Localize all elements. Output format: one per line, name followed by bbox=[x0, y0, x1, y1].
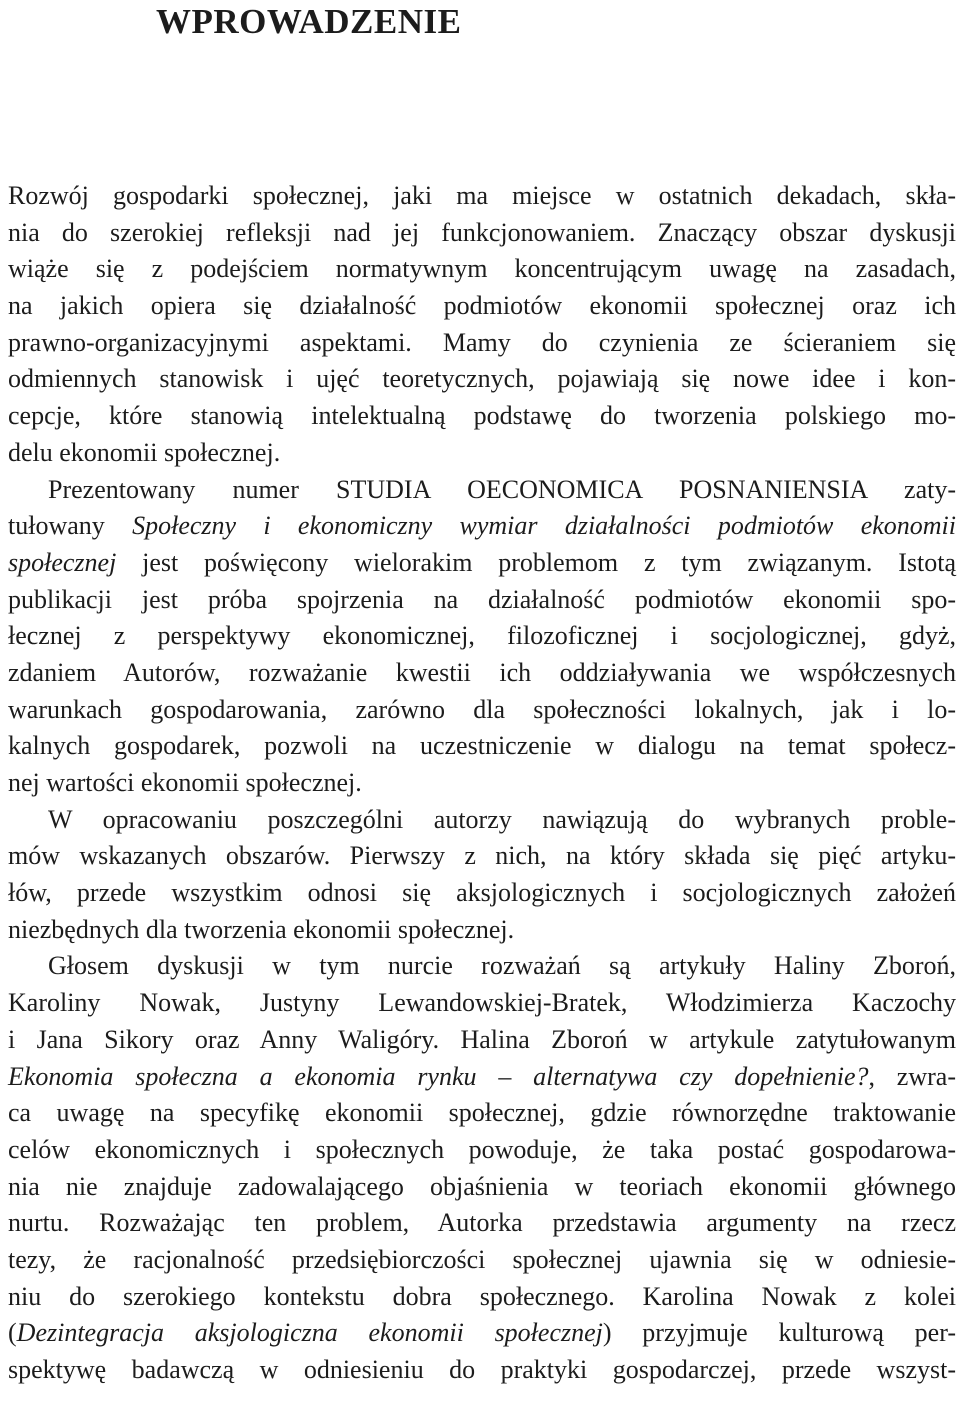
italic-title: społecznej bbox=[8, 547, 117, 577]
italic-title: Ekonomia społeczna a ekonomia rynku – alternatywa czy dopełnienie? bbox=[8, 1061, 869, 1091]
text-line: i Jana Sikory oraz Anny Waligóry. Halina Zboroń w artykule zatytułowanym bbox=[8, 1024, 956, 1054]
text-line: Prezentowany numer STUDIA OECONOMICA POSNANIENSIA zaty- bbox=[48, 474, 956, 504]
text-line: łów, przede wszystkim odnosi się aksjologicznych i socjologicznych założeń bbox=[8, 878, 956, 908]
text-line: społecznej jest poświęcony wielorakim problemom z tym związanym. Istotą bbox=[8, 547, 956, 577]
text-line: tezy, że racjonalność przedsiębiorczości społecznej ujawnia się w odniesie- bbox=[8, 1244, 956, 1274]
text-line: nia do szerokiej refleksji nad jej funkcjonowaniem. Znaczący obszar dyskusji bbox=[8, 217, 956, 247]
text-line: ca uwagę na specyfikę ekonomii społecznej, gdzie równorzędne traktowanie bbox=[8, 1098, 956, 1128]
text-line: niezbędnych dla tworzenia ekonomii społecznej. bbox=[8, 914, 515, 944]
text-line: na jakich opiera się działalność podmiotów ekonomii społecznej oraz ich bbox=[8, 291, 956, 321]
text-line: Ekonomia społeczna a ekonomia rynku – alternatywa czy dopełnienie?, zwra- bbox=[8, 1061, 956, 1091]
italic-title: Dezintegracja aksjologiczna ekonomii społecznej bbox=[16, 1318, 603, 1348]
text-line: nurtu. Rozważając ten problem, Autorka przedstawia argumenty na rzecz bbox=[8, 1208, 956, 1238]
text-line: zdaniem Autorów, rozważanie kwestii ich oddziaływania we współczesnych bbox=[8, 657, 956, 687]
text-line: Karoliny Nowak, Justyny Lewandowskiej-Bratek, Włodzimierza Kaczochy bbox=[8, 988, 956, 1018]
text-line: kalnych gospodarek, pozwoli na uczestniczenie w dialogu na temat społecz- bbox=[8, 731, 956, 761]
text-line: warunkach gospodarowania, zarówno dla społeczności lokalnych, jak i lo- bbox=[8, 694, 956, 724]
text-line: celów ekonomicznych i społecznych powoduje, że taka postać gospodarowa- bbox=[8, 1134, 956, 1164]
text-line: W opracowaniu poszczególni autorzy nawiązują do wybranych proble- bbox=[48, 804, 956, 834]
text-line: spektywę badawczą w odniesieniu do praktyki gospodarczej, przede wszyst- bbox=[8, 1355, 956, 1384]
text-line: odmiennych stanowisk i ujęć teoretycznych, pojawiają się nowe idee i kon- bbox=[8, 364, 956, 394]
text-line: wiąże się z podejściem normatywnym koncentrującym uwagę na zasadach, bbox=[8, 254, 956, 284]
body-text bbox=[8, 178, 956, 1389]
text-line: nia nie znajduje zadowalającego objaśnienia w teoriach ekonomii głównego bbox=[8, 1171, 956, 1201]
text-line: delu ekonomii społecznej. bbox=[8, 437, 281, 467]
page-title: WPROWADZENIE bbox=[156, 2, 462, 41]
text-line: Rozwój gospodarki społecznej, jaki ma miejsce w ostatnich dekadach, skła- bbox=[8, 181, 956, 210]
text-line: prawno-organizacyjnymi aspektami. Mamy do czynienia ze ścieraniem się bbox=[8, 327, 956, 357]
text-line: publikacji jest próba spojrzenia na działalność podmiotów ekonomii spo- bbox=[8, 584, 956, 614]
text-line: niu do szerokiego kontekstu dobra społecznego. Karolina Nowak z kolei bbox=[8, 1281, 956, 1311]
text-line: Głosem dyskusji w tym nurcie rozważań są artykuły Haliny Zboroń, bbox=[48, 951, 956, 981]
text-line: tułowany Społeczny i ekonomiczny wymiar działalności podmiotów ekonomii bbox=[8, 511, 956, 541]
italic-title: Społeczny i ekonomiczny wymiar działalności podmiotów ekonomii bbox=[132, 511, 956, 541]
text-line: łecznej z perspektywy ekonomicznej, filozoficznej i socjologicznej, gdyż, bbox=[8, 621, 956, 651]
text-line: (Dezintegracja aksjologiczna ekonomii społecznej) przyjmuje kulturową per- bbox=[8, 1318, 956, 1348]
text-line: cepcje, które stanowią intelektualną podstawę do tworzenia polskiego mo- bbox=[8, 401, 956, 431]
text-line: nej wartości ekonomii społecznej. bbox=[8, 768, 362, 797]
text-line: mów wskazanych obszarów. Pierwszy z nich, na który składa się pięć artyku- bbox=[8, 841, 956, 871]
